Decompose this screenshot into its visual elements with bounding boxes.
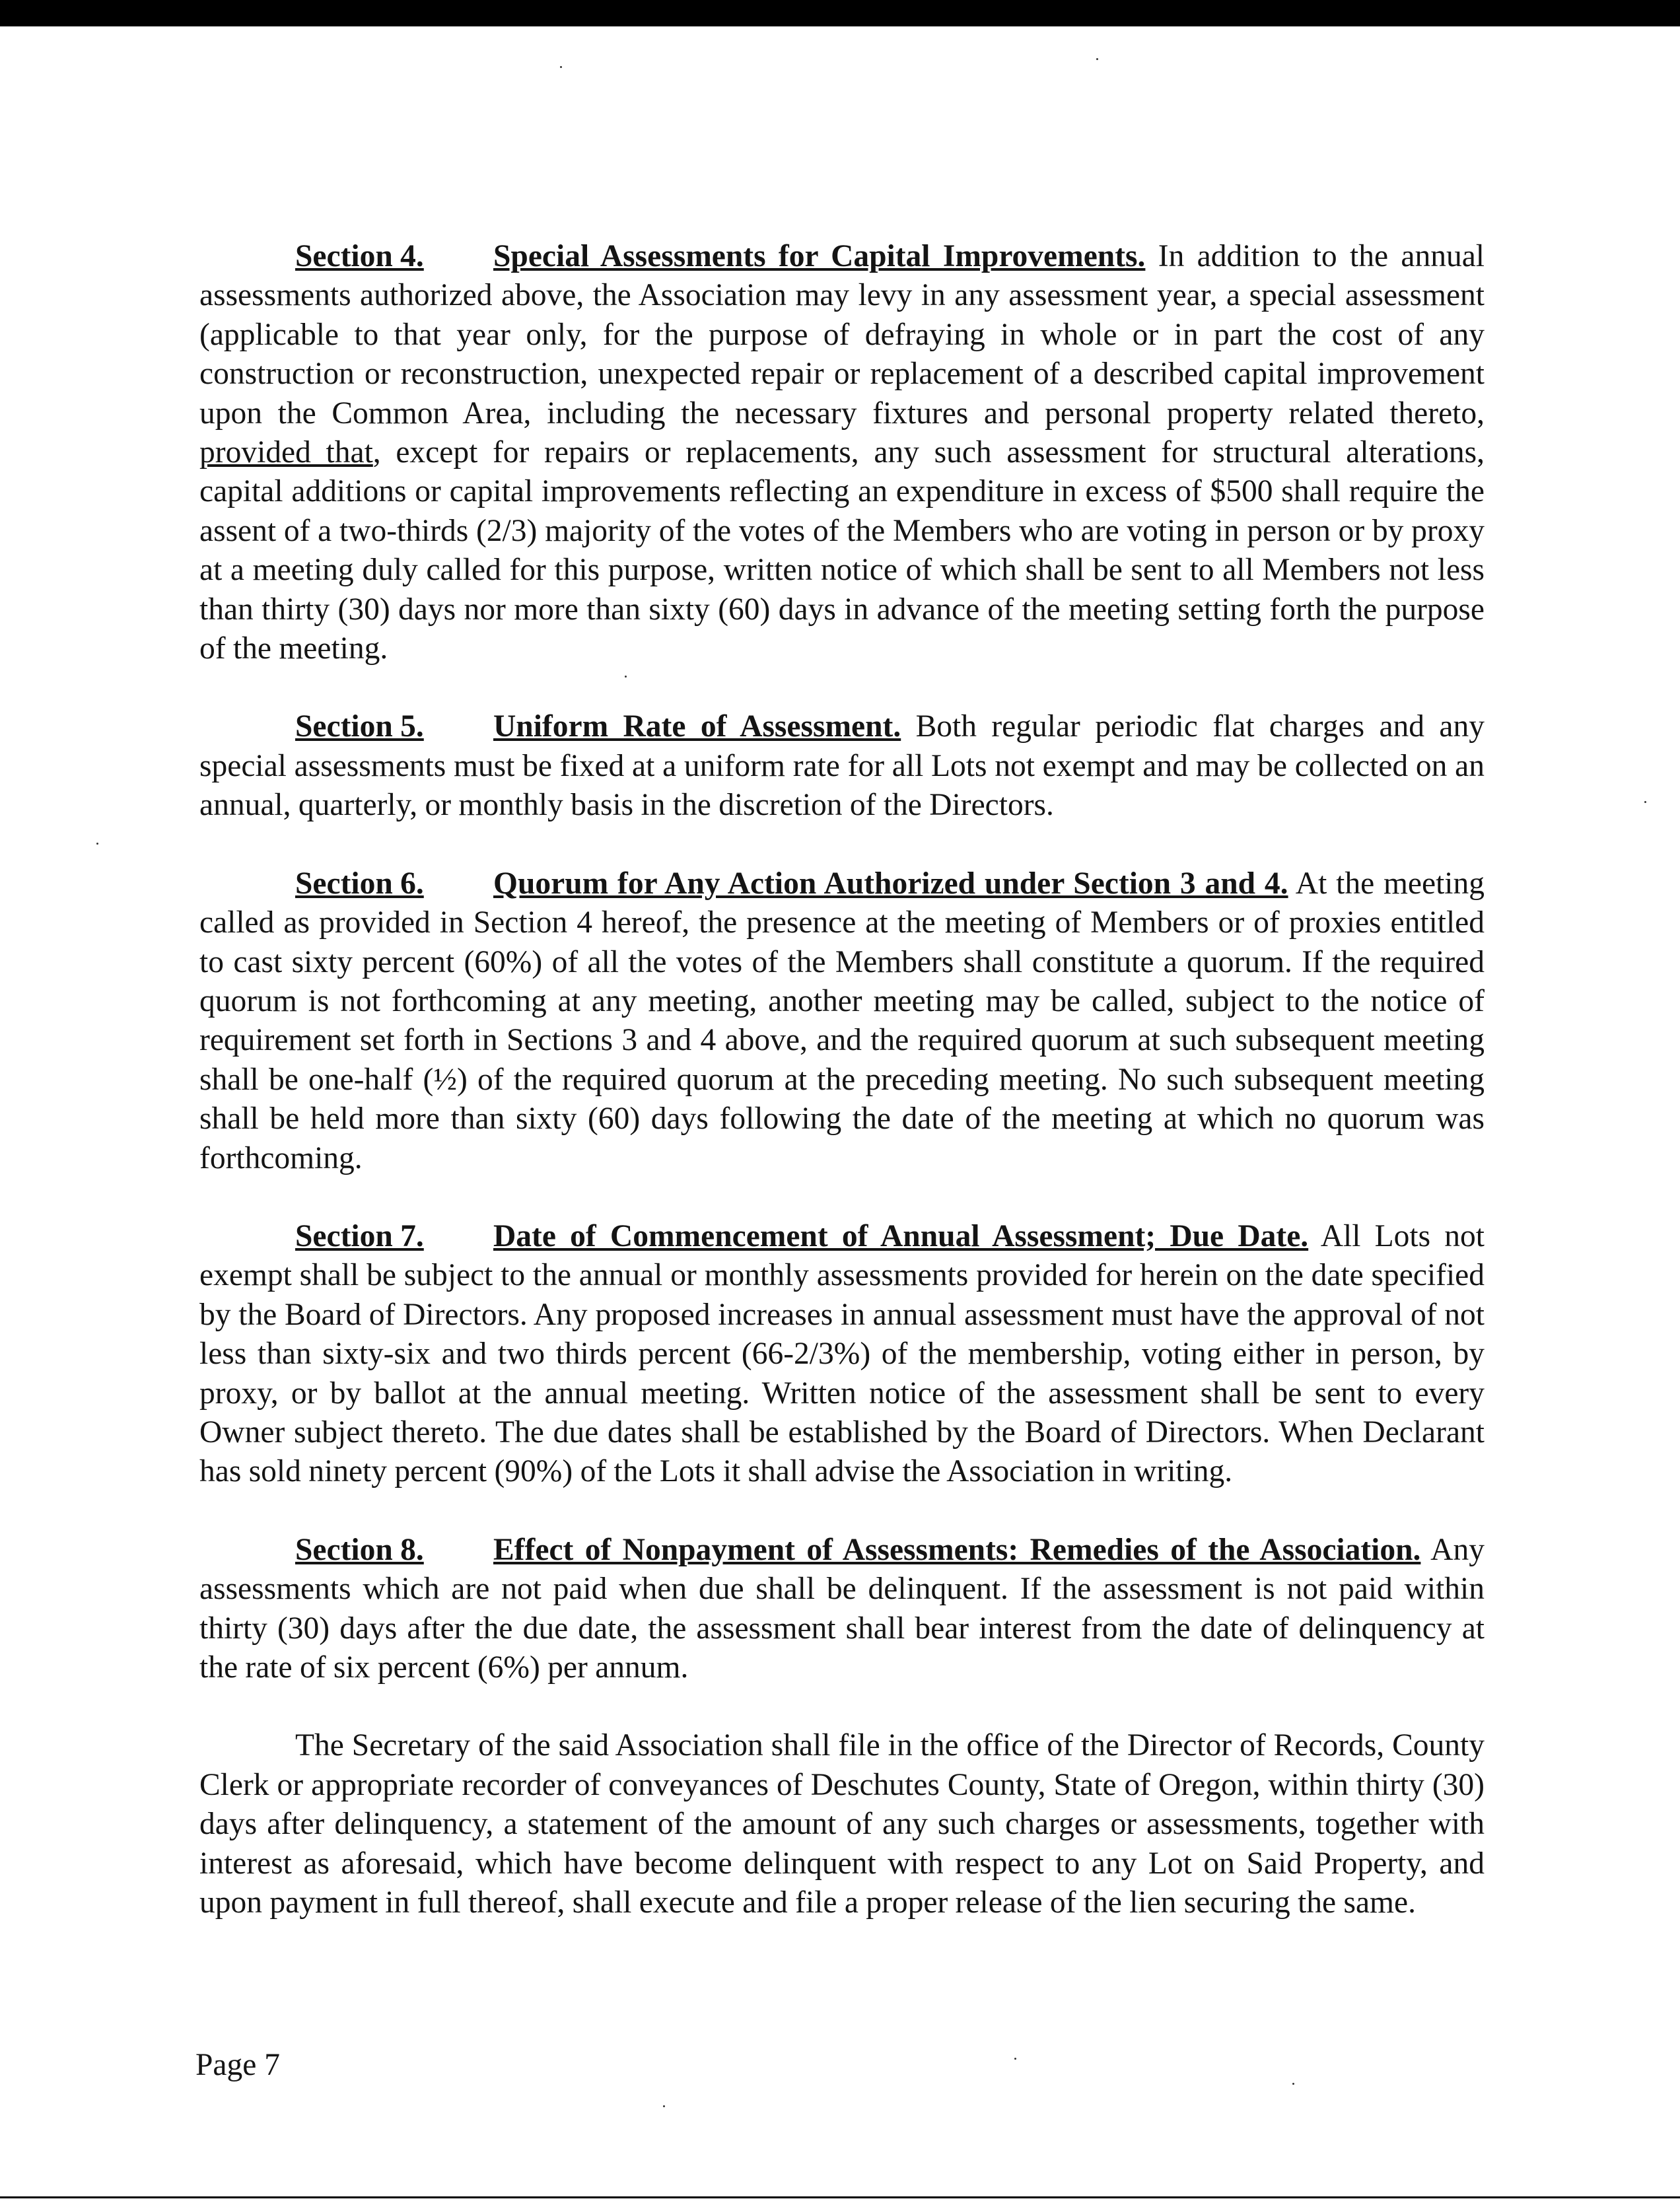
section-4-text-part2: , except for repairs or replacements, any such assessment for structural alterations, capital additions or capital improvements reflecting an expenditure in excess of $500 shall require the assent of a two-thirds (2/3) majority of the votes of the Members who are voting in person or by proxy at a meeting duly called for this purpose, written notice of which shall be sent to all Members not less than thirty (30) days nor more than sixty (60) days in advance of the meeting setting forth the purpose of the meeting. (199, 435, 1485, 666)
section-4-underlined-phrase: provided that (199, 435, 373, 470)
section-5-paragraph (199, 707, 1485, 825)
scan-speck (96, 843, 98, 845)
section-6-text: At the meeting called as provided in Section 4 hereof, the presence at the meeting of Members or of proxies entitled to cast sixty percent (60%) of all the votes of the Members shall constitute a quorum. If the required quorum is not forthcoming at any meeting, another meeting may be called, subject to the notice of requirement set forth in Sections 3 and 4 above, and the required quorum at such subsequent meeting shall be one-half (½) of the required quorum at the preceding meeting. No such subsequent meeting shall be held more than sixty (60) days following the date of the meeting at which no quorum was forthcoming. (199, 866, 1485, 1175)
section-4-title: Special Assessments for Capital Improvements. (493, 239, 1146, 273)
section-5-text: Both regular periodic flat charges and any special assessments must be fixed at a uniform rate for all Lots not exempt and may be collected on an annual, quarterly, or monthly basis in the discretion of the Directors. (199, 709, 1485, 823)
section-6-title: Quorum for Any Action Authorized under Section 3 and 4. (493, 866, 1288, 901)
section-5-number: Section 5. (295, 709, 424, 744)
section-6-number: Section 6. (295, 866, 424, 901)
scan-speck (1292, 2083, 1294, 2085)
scan-speck (663, 2105, 665, 2107)
section-8-number: Section 8. (295, 1532, 424, 1567)
section-4-number: Section 4. (295, 239, 424, 273)
closing-paragraph: The Secretary of the said Association shall file in the office of the Director of Records, County Clerk or appropriate recorder of conveyances of Deschutes County, State of Oregon, within thirty (30) days after delinquency, a statement of the amount of any such charges or assessments, together with interest as aforesaid, which have become delinquent with respect to any Lot on Said Property, and upon payment in full thereof, shall execute and file a proper release of the lien securing the same. (199, 1728, 1485, 1920)
scan-speck (1096, 58, 1098, 60)
section-8-title: Effect of Nonpayment of Assessments: Remedies of the Association. (493, 1532, 1421, 1567)
scan-top-border (0, 0, 1680, 26)
section-6-paragraph (199, 864, 1485, 1178)
scan-speck (560, 66, 562, 68)
section-8-paragraph (199, 1531, 1485, 1688)
scan-speck (1014, 2058, 1016, 2060)
document-body (199, 237, 1485, 1961)
section-7-text: All Lots not exempt shall be subject to the annual or monthly assessments provided for herein on the date specified by the Board of Directors. Any proposed increases in annual assessment must have the approval of not less than sixty-six and two thirds percent (66-2/3%) of the membership, voting either in person, by proxy, or by ballot at the annual meeting. Written notice of the assessment shall be sent to every Owner subject thereto. The due dates shall be established by the Board of Directors. When Declarant has sold ninety percent (90%) of the Lots it shall advise the Association in writing. (199, 1218, 1485, 1489)
section-7-title: Date of Commencement of Annual Assessment; Due Date. (493, 1218, 1309, 1253)
section-7-paragraph (199, 1217, 1485, 1492)
scan-speck (1644, 801, 1646, 803)
section-5-title: Uniform Rate of Assessment. (493, 709, 901, 744)
scan-bottom-border (0, 2196, 1680, 2198)
scan-speck (625, 676, 627, 678)
section-7-number: Section 7. (295, 1218, 424, 1253)
page-number: Page 7 (195, 2048, 280, 2082)
section-4-text-part1: In addition to the annual assessments authorized above, the Association may levy in any assessment year, a special assessment (applicable to that year only, for the purpose of defraying in whole or in part the cost of any construction or reconstruction, unexpected repair or replacement of a described capital improvement upon the Common Area, including the necessary fixtures and personal property related thereto, (199, 239, 1485, 431)
section-8-text: Any assessments which are not paid when due shall be delinquent. If the assessment is not paid within thirty (30) days after the due date, the assessment shall bear interest from the date of delinquency at the rate of six percent (6%) per annum. (199, 1532, 1485, 1685)
section-4-paragraph (199, 237, 1485, 668)
